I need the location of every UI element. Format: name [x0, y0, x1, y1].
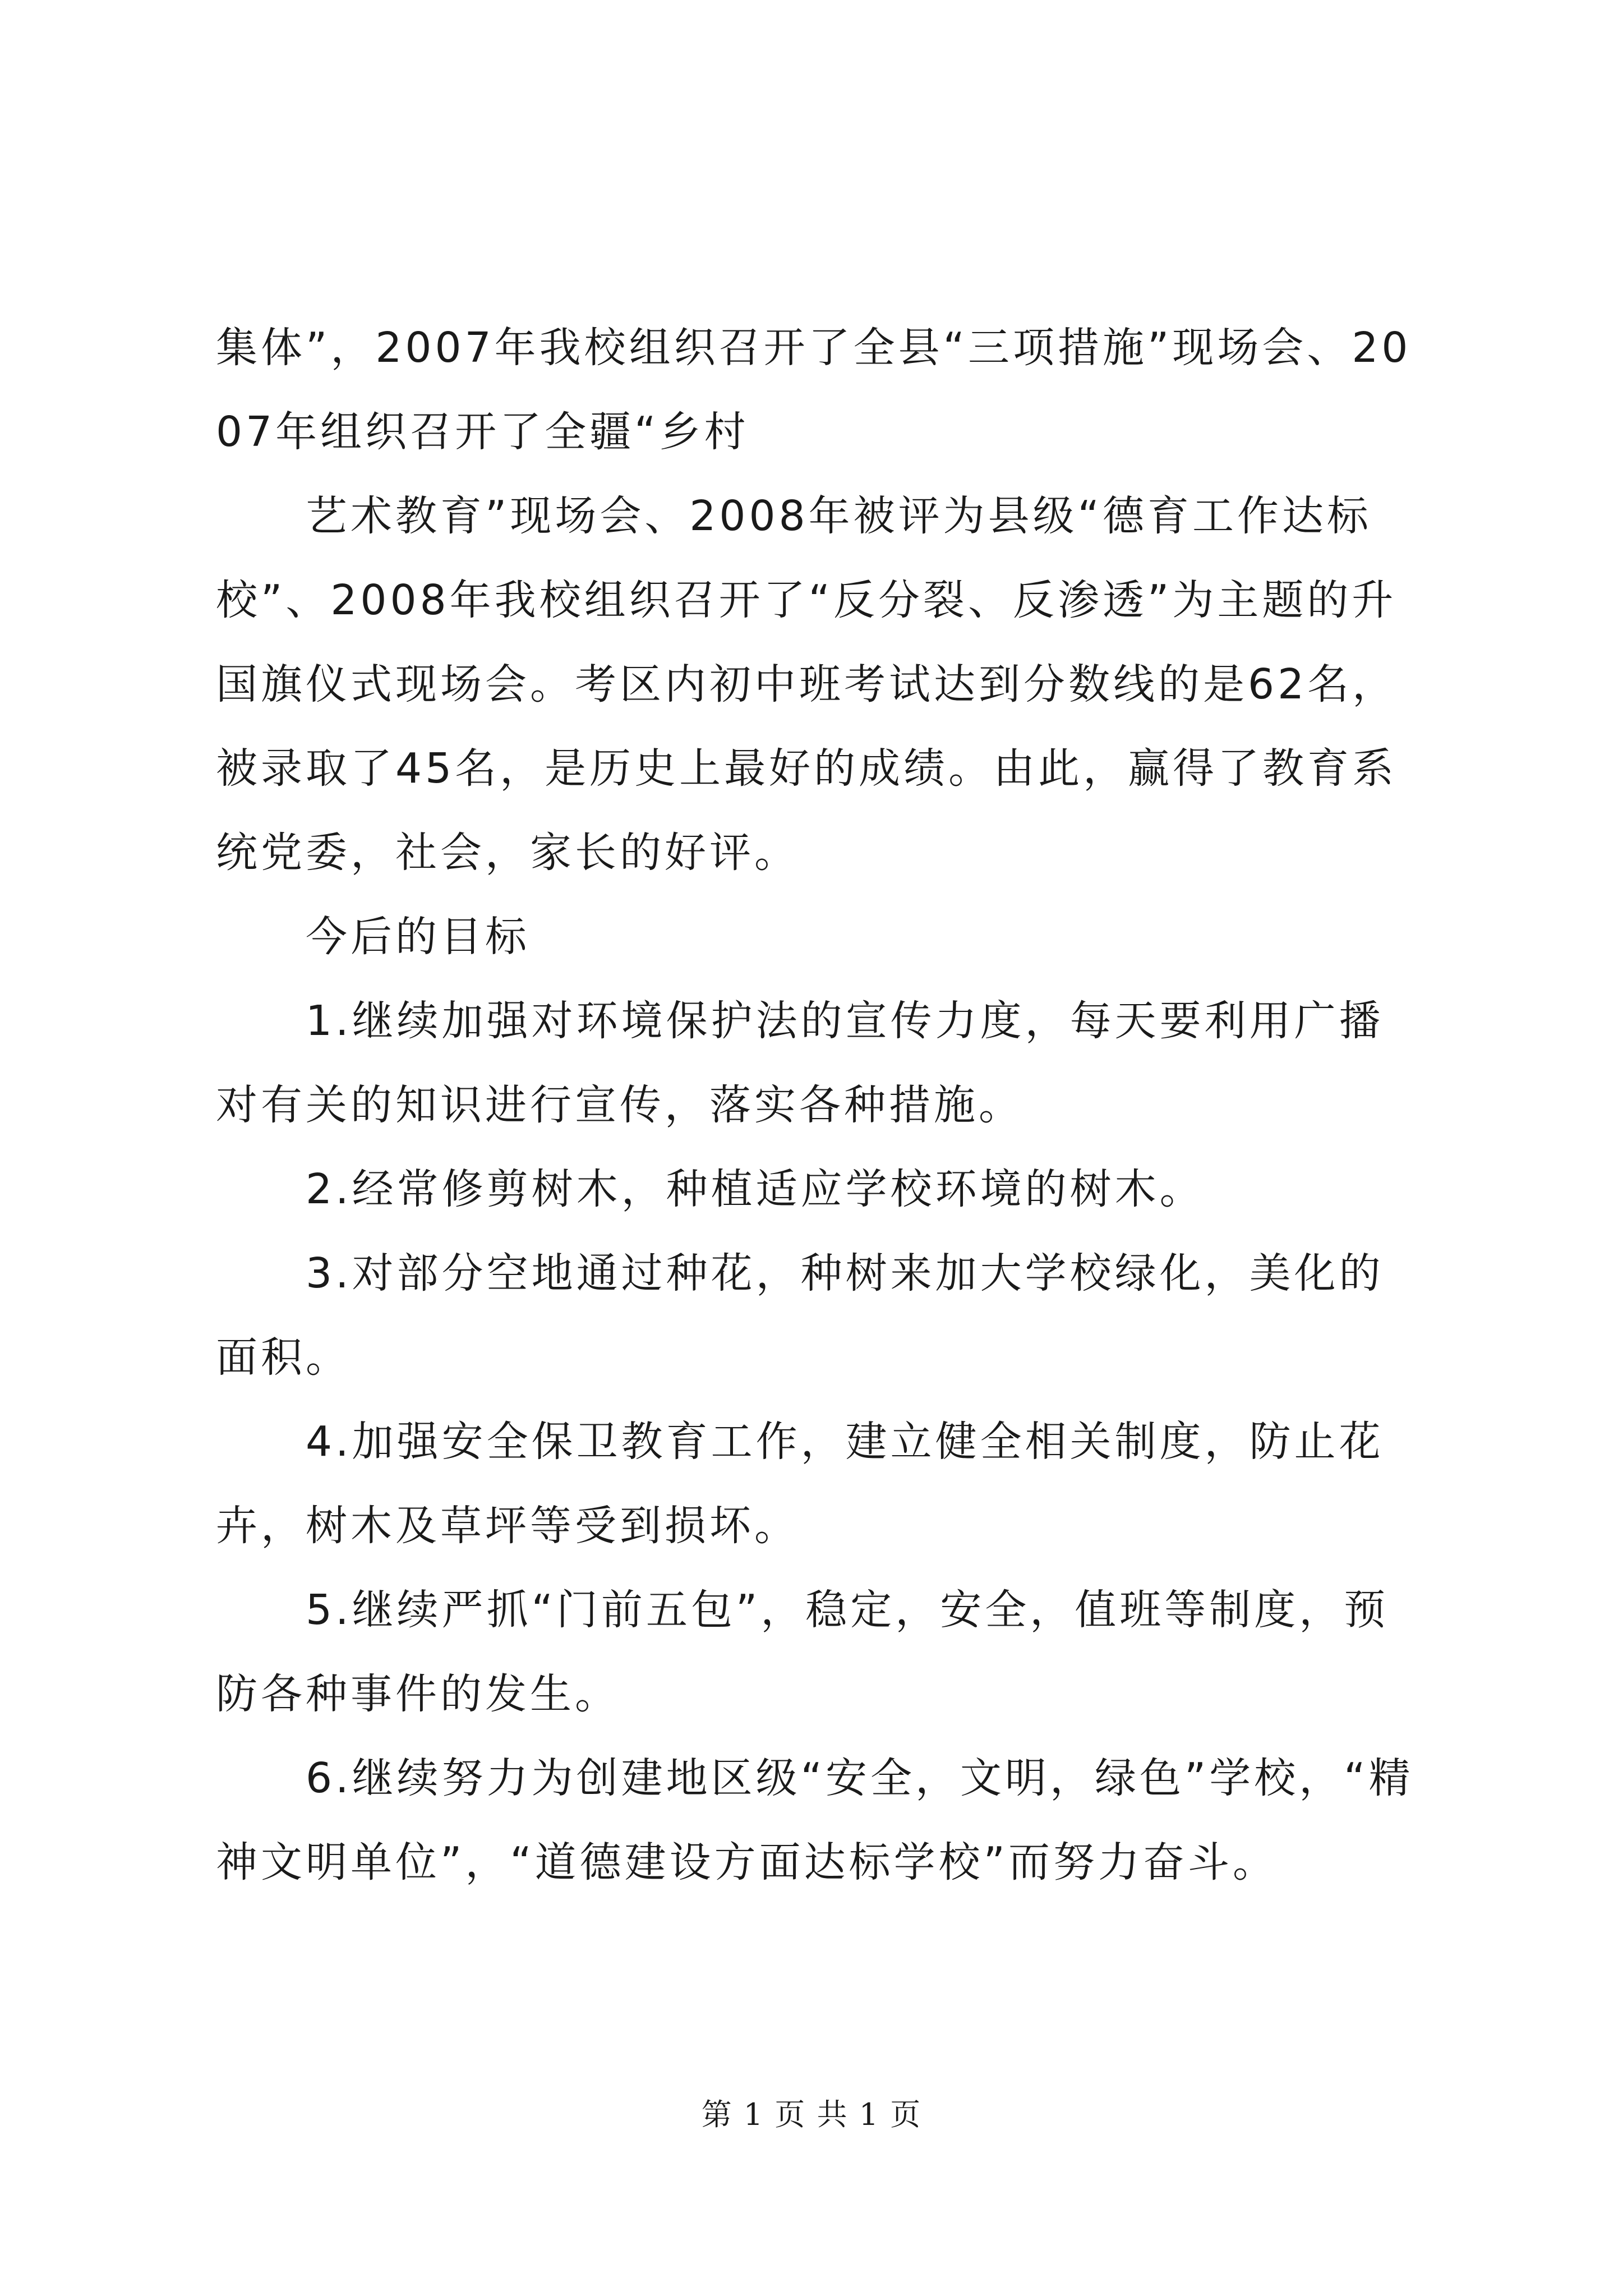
section-heading-future-goals: 今后的目标 — [306, 913, 530, 961]
page-footer — [0, 2095, 1623, 2134]
goal-item-4: 4.加强安全保卫教育工作，建立健全相关制度，防止花卉，树木及草坪等受到损坏。 — [216, 1418, 1384, 1550]
paragraph-continuation: 集体”，2007年我校组织召开了全县“三项措施”现场会、2007年组织召开了全疆“乡村 — [216, 324, 1412, 456]
page-number-label: 第 1 页 共 1 页 — [701, 2097, 922, 2132]
goal-item-1: 1.继续加强对环境保护法的宣传力度，每天要利用广播对有关的知识进行宣传，落实各种措施。 — [216, 997, 1384, 1129]
goal-item-3: 3.对部分空地通过种花，种树来加大学校绿化，美化的面积。 — [216, 1249, 1384, 1382]
document-body — [216, 306, 1416, 1904]
paragraph-achievements: 艺术教育”现场会、2008年被评为县级“德育工作达标校”、2008年我校组织召开了“反分裂、反渗透”为主题的升国旗仪式现场会。考区内初中班考试达到分数线的是62名，被录取了45名，是历史上最好的成绩。由此，赢得了教育系统党委，社会，家长的好评。 — [216, 492, 1398, 877]
goal-item-2: 2.经常修剪树木，种植适应学校环境的树木。 — [306, 1165, 1205, 1213]
goal-item-6: 6.继续努力为创建地区级“安全，文明，绿色”学校，“精神文明单位”，“道德建设方面达标学校”而努力奋斗。 — [216, 1754, 1414, 1887]
goal-item-5: 5.继续严抓“门前五包”，稳定，安全，值班等制度，预防各种事件的发生。 — [216, 1586, 1389, 1718]
